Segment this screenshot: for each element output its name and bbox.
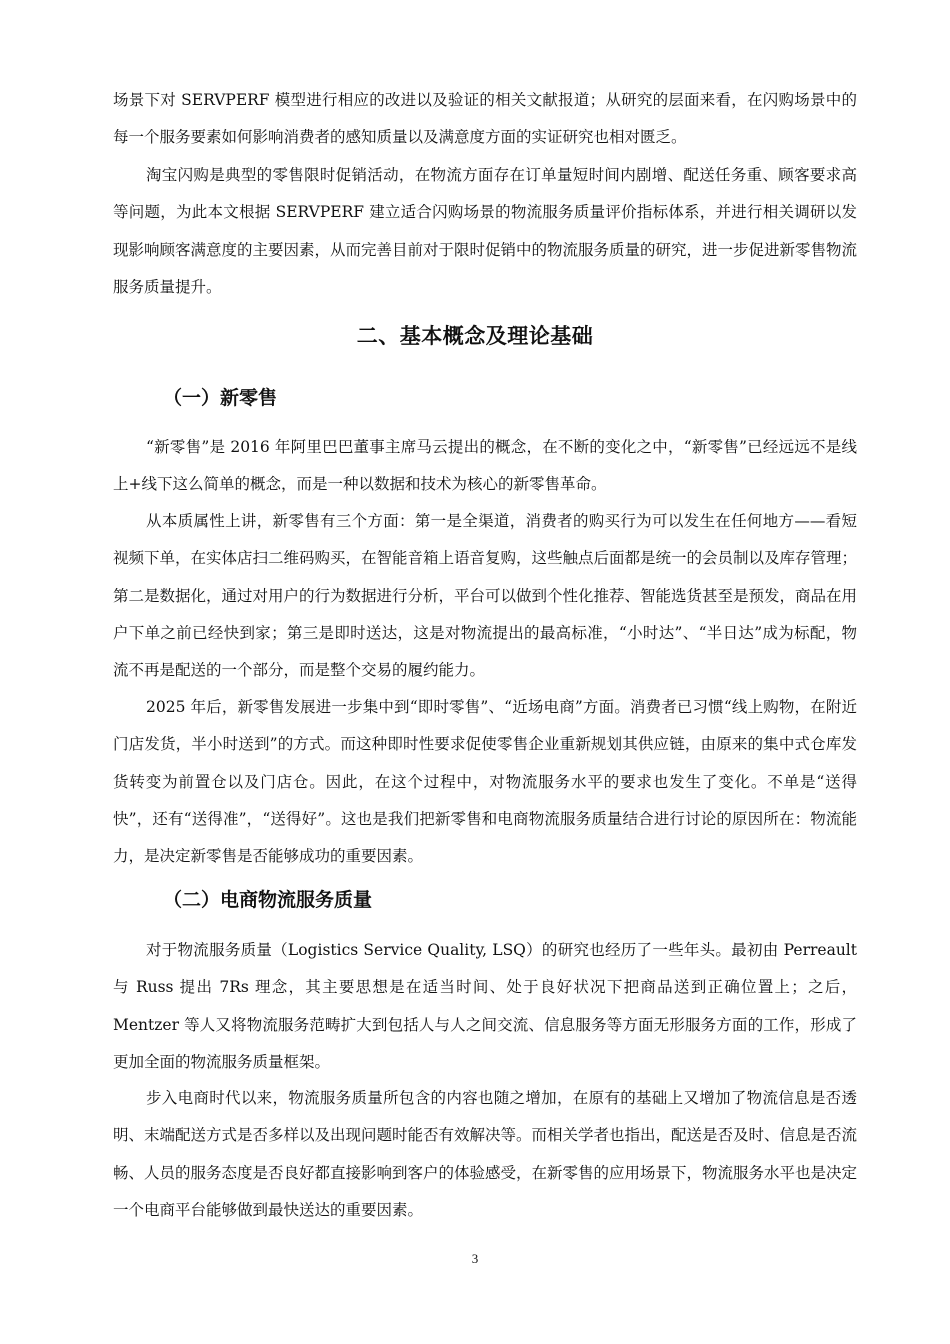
- paragraph-new-retail-definition: “新零售”是 2016 年阿里巴巴董事主席马云提出的概念，在不断的变化之中，“新零售”已经远远不是线上+线下这么简单的概念，而是一种以数据和技术为核心的新零售革命。: [113, 438, 857, 494]
- paragraph-lsq-history: 对于物流服务质量（Logistics Service Quality, LSQ）的研究也经历了一些年头。最初由 Perreault 与 Russ 提出 7Rs 理念，其主要思想是在适当时间、处于良好状况下把商品送到正确位置上；之后，Mentzer 等人又将物流服务范畴扩大到包括人与人之间交流、信息服务等方面无形服务方面的工作，形成了更加全面的物流服务质量框架。: [113, 941, 857, 1071]
- paragraph-new-retail-attributes: 从本质属性上讲，新零售有三个方面：第一是全渠道，消费者的购买行为可以发生在任何地方——看短视频下单，在实体店扫二维码购买，在智能音箱上语音复购，这些触点后面都是统一的会员制以及库存管理；第二是数据化，通过对用户的行为数据进行分析，平台可以做到个性化推荐、智能选货甚至是预发，商品在用户下单之前已经快到家；第三是即时送达，这是对物流提出的最高标准，“小时达”、“半日达”成为标配，物流不再是配送的一个部分，而是整个交易的履约能力。: [113, 512, 858, 680]
- section-heading-basic-concepts: 二、基本概念及理论基础: [356, 324, 594, 348]
- subsection-heading-logistics-quality: （二）电商物流服务质量: [163, 889, 373, 911]
- paragraph-taobao-flash-sale: 淘宝闪购是典型的零售限时促销活动，在物流方面存在订单量短时间内剧增、配送任务重、顾客要求高等问题，为此本文根据 SERVPERF 建立适合闪购场景的物流服务质量评价指标体系，并进行相关调研以发现影响顾客满意度的主要因素，从而完善目前对于限时促销中的物流服务质量的研究，进一步促进新零售物流服务质量提升。: [113, 166, 858, 296]
- subsection-heading-new-retail: （一）新零售: [163, 387, 278, 409]
- paragraph-servperf-continuation: 场景下对 SERVPERF 模型进行相应的改进以及验证的相关文献报道；从研究的层面来看，在闪购场景中的每一个服务要素如何影响消费者的感知质量以及满意度方面的实证研究也相对匮乏。: [113, 91, 857, 147]
- page-number: 3: [471, 1251, 479, 1266]
- paragraph-instant-retail: 2025 年后，新零售发展进一步集中到“即时零售”、“近场电商”方面。消费者已习惯“线上购物，在附近门店发货，半小时送到”的方式。而这种即时性要求促使零售企业重新规划其供应链，由原来的集中式仓库发货转变为前置仓以及门店仓。因此，在这个过程中，对物流服务水平的要求也发生了变化。不单是“送得快”，还有“送得准”，“送得好”。这也是我们把新零售和电商物流服务质量结合进行讨论的原因所在：物流能力，是决定新零售是否能够成功的重要因素。: [113, 698, 857, 866]
- paragraph-ecommerce-era: 步入电商时代以来，物流服务质量所包含的内容也随之增加，在原有的基础上又增加了物流信息是否透明、末端配送方式是否多样以及出现问题时能否有效解决等。而相关学者也指出，配送是否及时、信息是否流畅、人员的服务态度是否良好都直接影响到客户的体验感受，在新零售的应用场景下，物流服务水平也是决定一个电商平台能够做到最快送达的重要因素。: [113, 1089, 858, 1219]
